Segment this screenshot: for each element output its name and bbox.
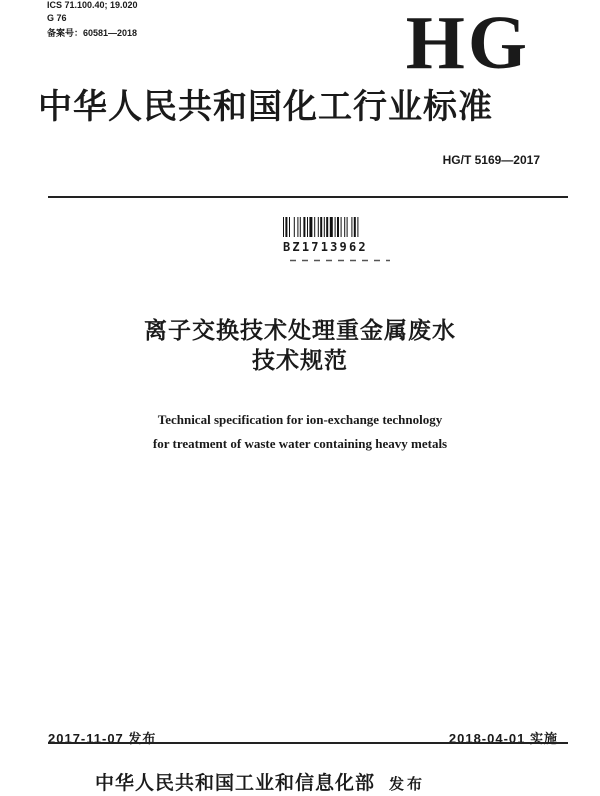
header-divider bbox=[48, 196, 568, 198]
title-en-line-2: for treatment of waste water containing heavy metals bbox=[152, 436, 448, 451]
document-title-cn bbox=[0, 316, 600, 376]
issue-date: 2017-11-07 发布 bbox=[48, 731, 157, 746]
title-en-line-1: Technical specification for ion-exchange technology bbox=[157, 412, 443, 427]
barcode-number: BZ1713962 bbox=[283, 240, 368, 254]
title-cn-line-2: 技术规范 bbox=[252, 348, 348, 374]
record-number: 备案号：60581—2018 bbox=[47, 28, 138, 38]
ics-code: ICS 71.100.40; 19.020 bbox=[47, 0, 138, 10]
barcode-underline bbox=[290, 259, 390, 262]
document-title-en bbox=[0, 408, 600, 456]
publisher-name: 中华人民共和国工业和信息化部 bbox=[95, 772, 376, 794]
footer-divider bbox=[48, 742, 568, 744]
ccs-code: G 76 bbox=[47, 13, 67, 23]
standard-number: HG/T 5169—2017 bbox=[442, 153, 540, 167]
industry-standard-title: 中华人民共和国化工行业标准 bbox=[38, 87, 493, 127]
title-cn-line-1: 离子交换技术处理重金属废水 bbox=[144, 318, 456, 344]
barcode-icon bbox=[283, 217, 389, 237]
implementation-date: 2018-04-01 实施 bbox=[448, 731, 558, 746]
publisher bbox=[95, 768, 425, 795]
hg-logo: HG bbox=[405, 1, 530, 85]
publisher-suffix: 发布 bbox=[389, 775, 426, 793]
